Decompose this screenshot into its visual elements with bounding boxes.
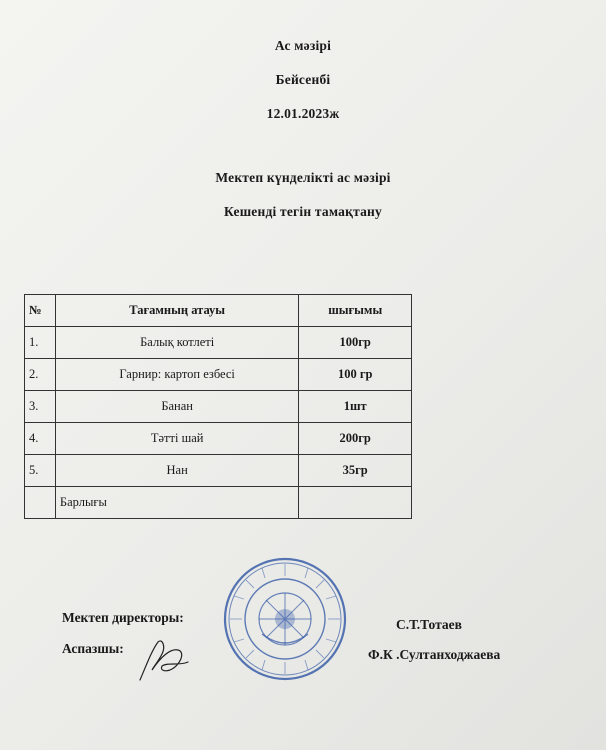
table-row [25,423,412,455]
official-seal-icon [222,556,348,682]
row-number: 1. [25,327,56,359]
cook-label: Аспазшы: [62,641,124,656]
total-label: Барлығы [55,487,299,519]
table-total-row [25,487,412,519]
table-row [25,455,412,487]
dish-portion: 100 гр [299,359,412,391]
total-value-cell [299,487,412,519]
dish-portion: 100гр [299,327,412,359]
menu-table [24,294,412,519]
handwritten-signature-icon [136,636,192,684]
dish-portion: 200гр [299,423,412,455]
col-header-dish-name: Тағамның атауы [55,295,299,327]
row-number: 5. [25,455,56,487]
table-header-row [25,295,412,327]
dish-name: Гарнир: картоп езбесі [55,359,299,391]
menu-title: Ас мәзірі [274,38,332,53]
col-header-portion: шығымы [299,295,412,327]
row-number: 3. [25,391,56,423]
dish-name: Нан [55,455,299,487]
dish-name: Тәтті шай [55,423,299,455]
table-row [25,359,412,391]
col-header-number: № [25,295,56,327]
table-row [25,327,412,359]
director-label: Мектеп директоры: [62,610,184,625]
table-row [25,391,412,423]
director-name: С.Т.Тотаев [396,617,462,632]
row-number: 4. [25,423,56,455]
dish-portion: 1шт [299,391,412,423]
dish-name: Банан [55,391,299,423]
menu-subtitle: Мектеп күнделікті ас мәзірі [215,170,391,185]
dish-name: Балық котлеті [55,327,299,359]
cook-name: Ф.К .Султанходжаева [368,647,501,662]
total-number-cell [25,487,56,519]
menu-date: 12.01.2023ж [266,106,340,121]
dish-portion: 35гр [299,455,412,487]
day-of-week: Бейсенбі [275,72,331,87]
row-number: 2. [25,359,56,391]
meal-type: Кешенді тегін тамақтану [224,204,382,219]
